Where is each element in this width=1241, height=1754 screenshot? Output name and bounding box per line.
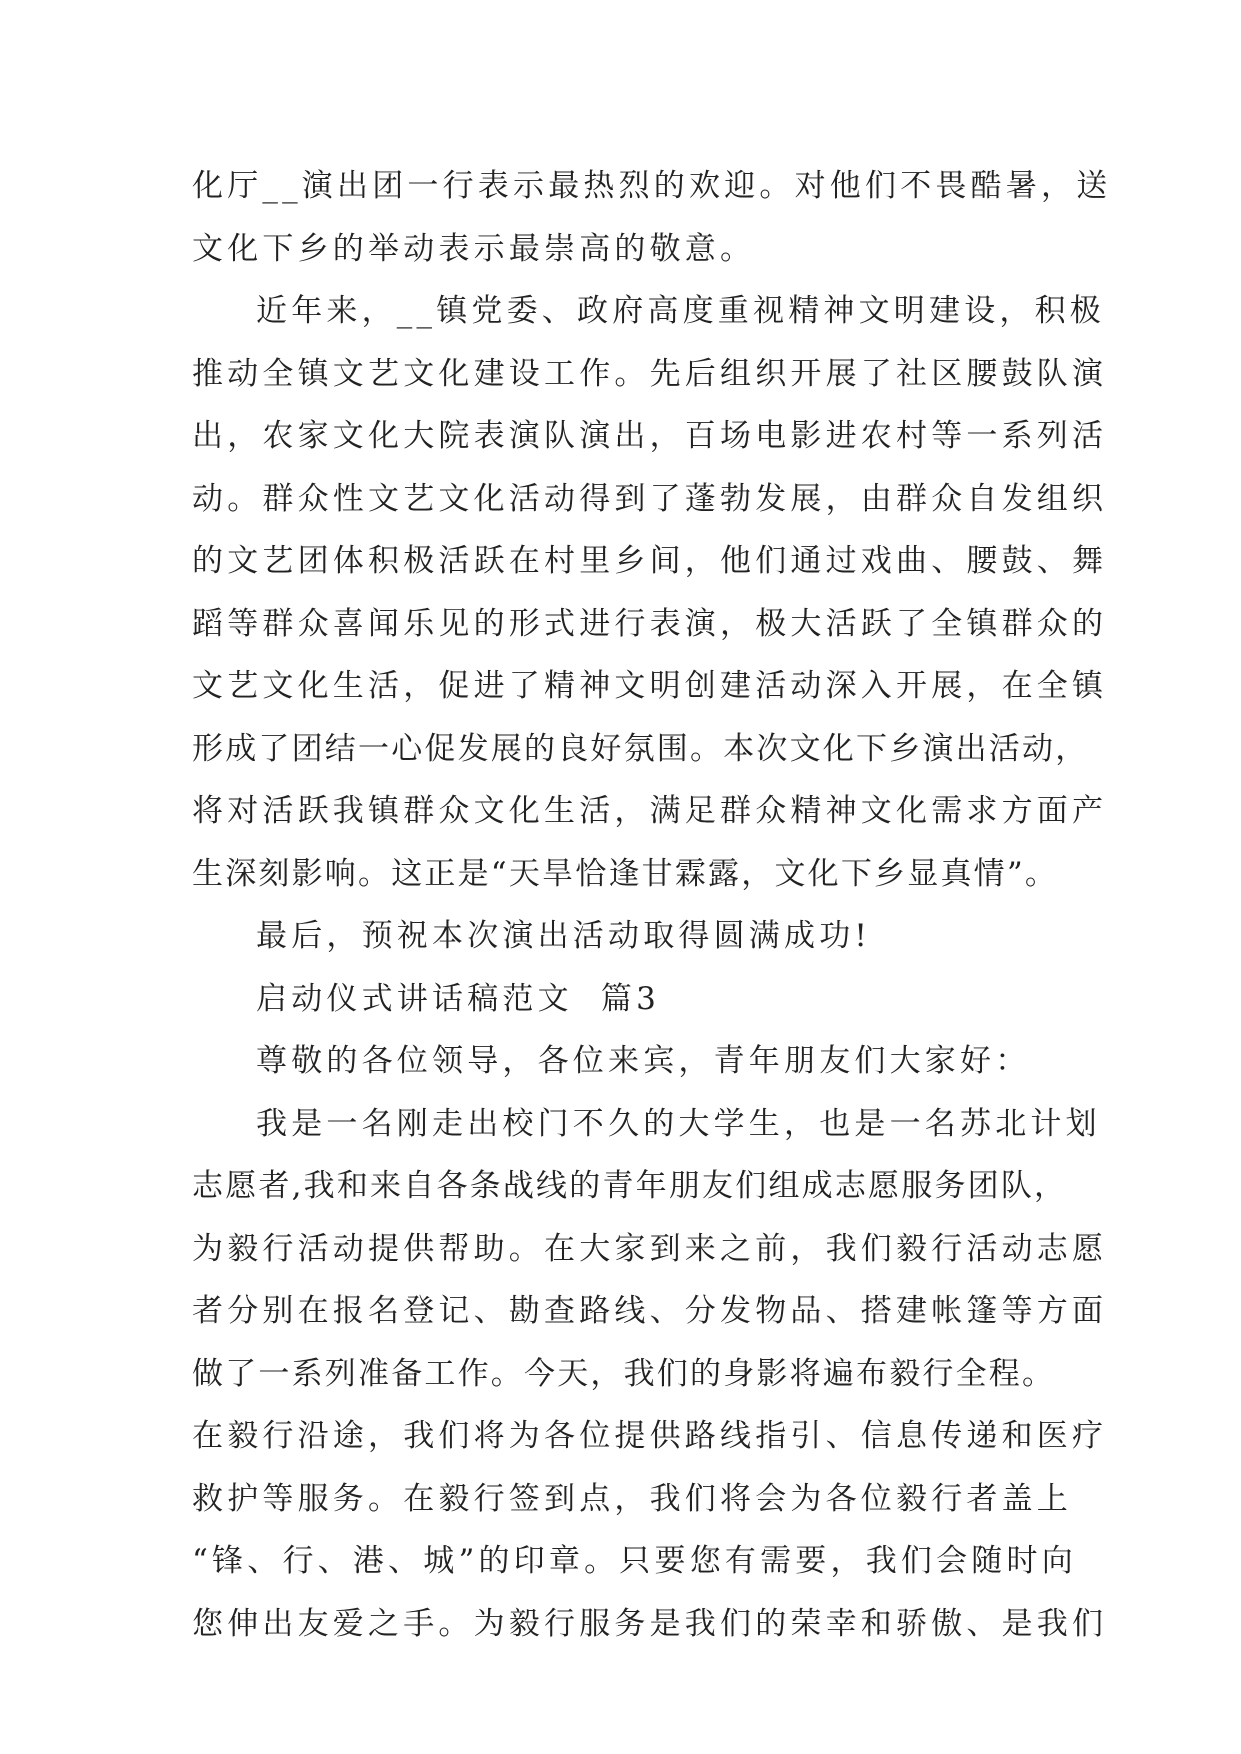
text-line: 文化下乡的举动表示最崇高的敬意。 xyxy=(192,230,756,267)
text-line: 您伸出友爱之手。为毅行服务是我们的荣幸和骄傲、是我们 xyxy=(192,1605,1108,1642)
paragraph-start-line: 我是一名刚走出校门不久的大学生，也是一名苏北计划 xyxy=(256,1105,1101,1142)
text-line: 文艺文化生活，促进了精神文明创建活动深入开展，在全镇 xyxy=(192,668,1108,704)
text-line: 蹈等群众喜闻乐见的形式进行表演，极大活跃了全镇群众的 xyxy=(192,605,1108,642)
text-line: 做了一系列准备工作。今天，我们的身影将遍布毅行全程。 xyxy=(192,1355,1056,1392)
greeting-line: 尊敬的各位领导，各位来宾，青年朋友们大家好： xyxy=(256,1043,1031,1079)
text-line: 志愿者,我和来自各条战线的青年朋友们组成志愿服务团队， xyxy=(192,1168,1068,1204)
paragraph-start-line: 最后，预祝本次演出活动取得圆满成功! xyxy=(256,918,872,954)
document-body xyxy=(192,155,1112,1655)
text-line: 为毅行活动提供帮助。在大家到来之前，我们毅行活动志愿 xyxy=(192,1230,1108,1267)
text-line: 动。群众性文艺文化活动得到了蓬勃发展，由群众自发组织 xyxy=(192,480,1108,517)
section-heading: 启动仪式讲话稿范文 篇3 xyxy=(256,980,661,1017)
text-line: 将对活跃我镇群众文化生活，满足群众精神文化需求方面产 xyxy=(192,793,1108,829)
text-line: 者分别在报名登记、勘查路线、分发物品、搭建帐篷等方面 xyxy=(192,1293,1108,1329)
text-line: 救护等服务。在毅行签到点，我们将会为各位毅行者盖上 xyxy=(192,1480,1072,1517)
paragraph-start-line: 近年来，__镇党委、政府高度重视精神文明建设，积极 xyxy=(256,293,1105,329)
text-line: 形成了团结一心促发展的良好氛围。本次文化下乡演出活动， xyxy=(192,730,1089,767)
text-line: 的文艺团体积极活跃在村里乡间，他们通过戏曲、腰鼓、舞 xyxy=(192,543,1108,579)
text-line: 在毅行沿途，我们将为各位提供路线指引、信息传递和医疗 xyxy=(192,1418,1108,1454)
text-line: 推动全镇文艺文化建设工作。先后组织开展了社区腰鼓队演 xyxy=(192,355,1108,392)
text-line: 出，农家文化大院表演队演出，百场电影进农村等一系列活 xyxy=(192,418,1108,454)
text-line: 化厅__演出团一行表示最热烈的欢迎。对他们不畏酷暑，送 xyxy=(192,168,1112,204)
text-line: “锋、行、港、城”的印章。只要您有需要，我们会随时向 xyxy=(192,1543,1077,1579)
text-line: 生深刻影响。这正是“天旱恰逢甘霖露，文化下乡显真情”。 xyxy=(192,855,1059,892)
